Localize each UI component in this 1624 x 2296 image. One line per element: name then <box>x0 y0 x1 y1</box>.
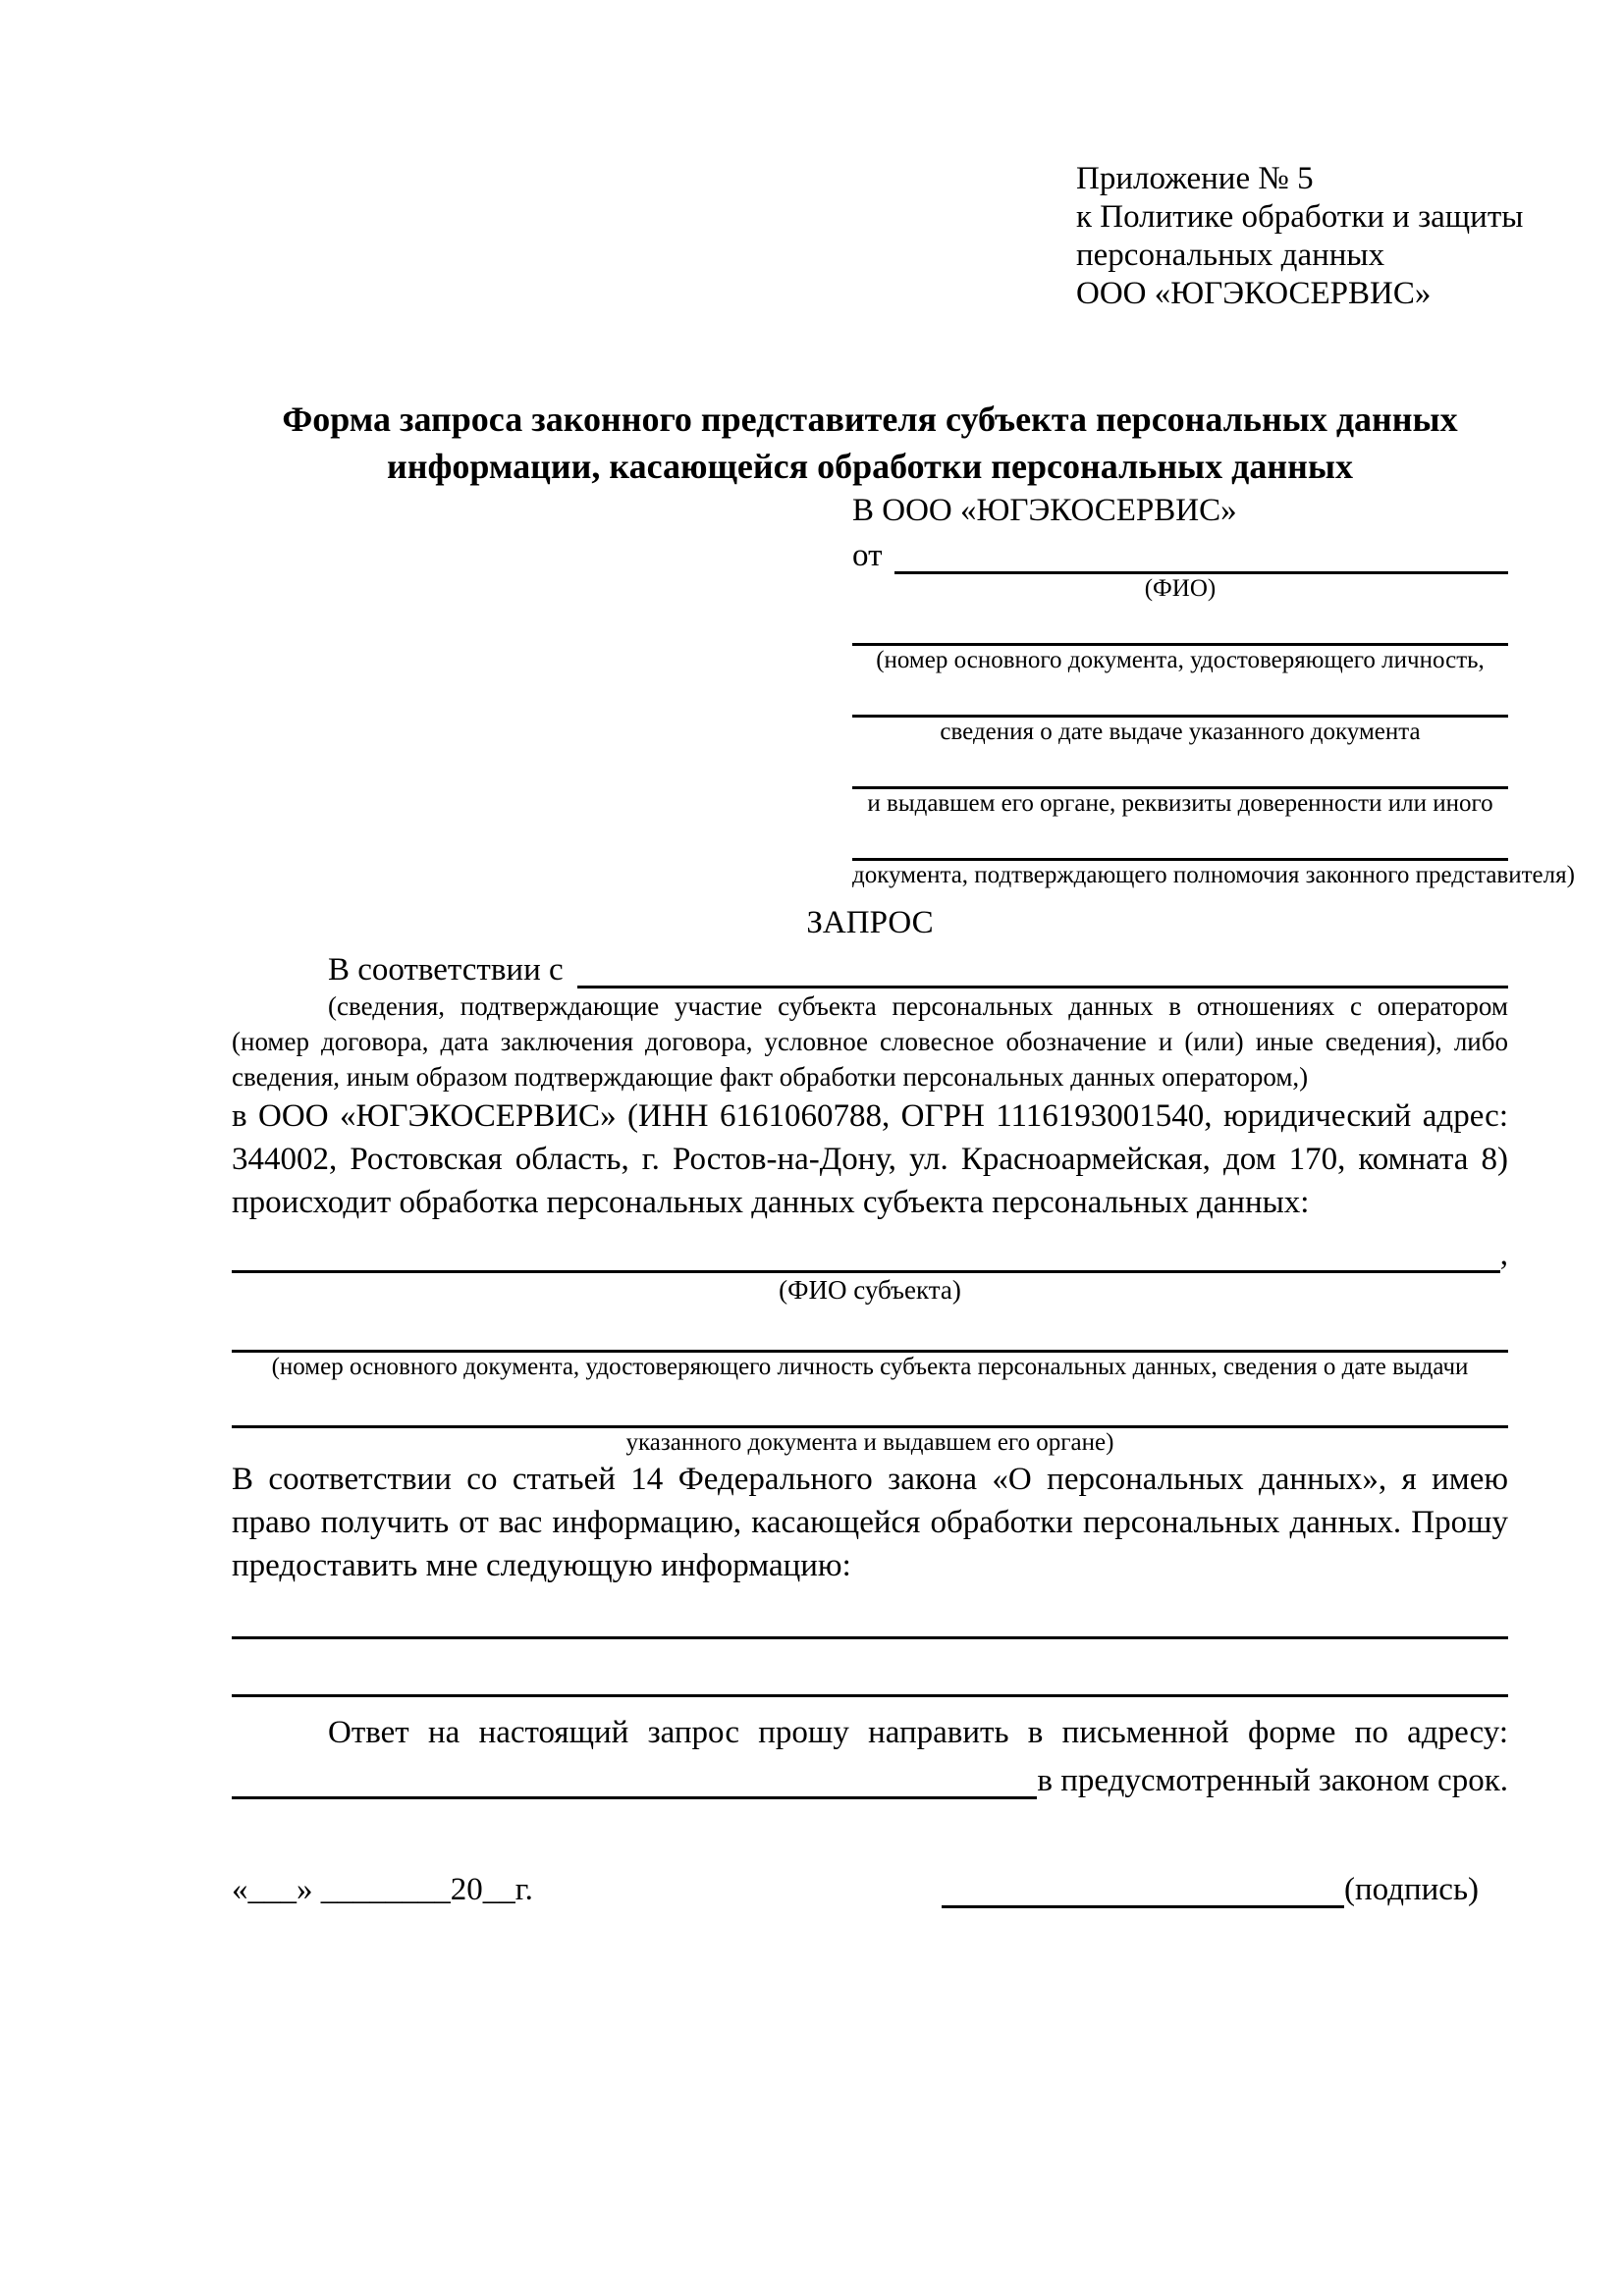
date-line: «___» ________20__г. <box>232 1872 533 1907</box>
document-title-line-1: Форма запроса законного представителя субъекта персональных данных <box>282 400 1458 439</box>
appendix-line-2: к Политике обработки и защиты <box>1076 199 1524 235</box>
footer-row <box>232 1870 1508 1908</box>
signature-caption: (подпись) <box>1344 1872 1479 1907</box>
subject-fio-fill-line <box>232 1234 1500 1273</box>
operator-paragraph: в ООО «ЮГЭКОСЕРВИС» (ИНН 6161060788, ОГРН 1116193001540, юридический адрес: 344002, Ростовская область, г. Ростов-на-Дону, ул. Красноармейская, дом 170, комната 8) происходит обработка персональных данных субъекта персональных данных: <box>232 1098 1508 1220</box>
request-heading: ЗАПРОС <box>806 905 934 940</box>
subject-fio-comma: , <box>1499 1237 1508 1272</box>
subject-fio-caption: (ФИО субъекта) <box>779 1275 961 1305</box>
doc-caption-1: (номер основного документа, удостоверяющего личность, <box>876 647 1485 673</box>
from-label: от <box>852 538 883 573</box>
reply-address-fill-line <box>232 1754 1037 1799</box>
subject-doc-fill-line-1 <box>232 1307 1508 1353</box>
basis-fill-line <box>577 945 1508 988</box>
document-title <box>232 396 1508 490</box>
basis-row <box>232 945 1508 988</box>
doc-fill-line-2 <box>852 675 1508 718</box>
reply-tail: в предусмотренный законом срок. <box>1037 1763 1508 1798</box>
subject-doc-fill-line-2 <box>232 1382 1508 1428</box>
doc-fill-line-1 <box>852 604 1508 646</box>
doc-caption-4: документа, подтверждающего полномочия законного представителя) <box>852 862 1575 888</box>
info-fill-line-1 <box>232 1587 1508 1639</box>
from-row <box>852 531 1508 574</box>
fio-caption: (ФИО) <box>1144 575 1217 602</box>
subject-fio-row <box>232 1234 1508 1273</box>
addressee-organization: В ООО «ЮГЭКОСЕРВИС» <box>852 493 1237 528</box>
doc-fill-line-3 <box>852 747 1508 789</box>
document-title-line-2: информации, касающейся обработки персональных данных <box>387 447 1353 486</box>
basis-label: В соответствии с <box>328 952 564 988</box>
appendix-line-4: ООО «ЮГЭКОСЕРВИС» <box>1076 276 1432 311</box>
appendix-header <box>1076 160 1524 313</box>
from-fill-line <box>894 531 1509 574</box>
doc-caption-2: сведения о дате выдаче указанного документа <box>940 719 1421 745</box>
addressee-block <box>852 490 1575 890</box>
info-fill-line-2 <box>232 1639 1508 1697</box>
law-paragraph: В соответствии со статьей 14 Федерального закона «О персональных данных», я имею право получить от вас информацию, касающейся обработки персональных данных. Прошу предоставить мне следующую информацию: <box>232 1462 1508 1583</box>
reply-paragraph: Ответ на настоящий запрос прошу направить в письменной форме по адресу: <box>328 1715 1508 1750</box>
signature-group <box>942 1870 1479 1908</box>
doc-caption-3: и выдавшем его органе, реквизиты доверенности или иного <box>867 790 1493 817</box>
reply-address-row <box>232 1754 1508 1799</box>
subject-doc-caption-2: указанного документа и выдавшем его органе) <box>625 1429 1114 1456</box>
doc-fill-line-4 <box>852 819 1508 861</box>
basis-caption: (сведения, подтверждающие участие субъекта персональных данных в отношениях с оператором (номер договора, дата заключения договора, условное словесное обозначение и (или) иные сведения), либо сведения, иным образом подтверждающие факт обработки персональных данных оператором,) <box>232 991 1508 1092</box>
appendix-line-1: Приложение № 5 <box>1076 161 1314 196</box>
signature-fill-line <box>942 1870 1344 1908</box>
appendix-line-3: персональных данных <box>1076 238 1385 273</box>
subject-doc-caption-1: (номер основного документа, удостоверяющего личность субъекта персональных данных, сведения о дате выдачи <box>271 1354 1469 1380</box>
